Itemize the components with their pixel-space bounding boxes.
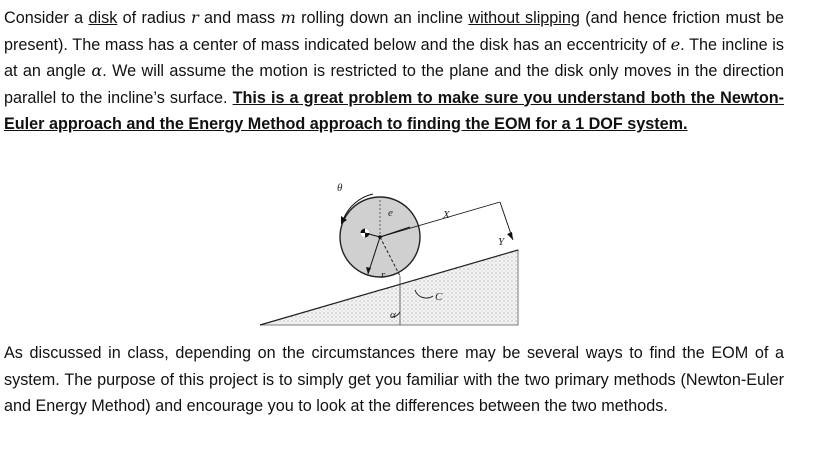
text-segment: . We will assume the motion is restricted to the plane and the disk only moves in the direction parallel to the incline’s surface. [4,62,784,107]
text-segment: Consider a [4,9,89,27]
text-segment: (and hence friction must be present). The mass has a center of mass indicated below and the disk has an eccentricity of [4,9,784,54]
e-label: e [388,207,393,219]
contact-label: C [435,291,443,303]
angle-symbol: α [91,61,103,80]
text-segment: of radius [117,9,191,27]
eccentricity-symbol: e [670,34,681,54]
without-slipping-term: without slipping [468,9,580,27]
text-segment: and mass [198,9,281,27]
disk-incline-figure [255,172,525,332]
y-axis-label: Y [498,236,505,248]
alpha-label: α [390,309,396,321]
x-axis-label: X [443,209,450,221]
problem-statement [4,5,784,138]
text-segment: rolling down an incline [295,9,469,27]
disk-incline-diagram [255,172,525,332]
emphasis-statement: This is a great problem to make sure you understand both the Newton-Euler approach and the Energy Method approach to finding the EOM for a 1 DOF system. [4,88,784,133]
disk-term: disk [88,9,118,27]
theta-label: θ [337,182,343,194]
mass-symbol: m [280,8,296,27]
discussion-paragraph: As discussed in class, depending on the circumstances there may be several ways to find the EOM of a system. The purpose of this project is to simply get you familiar with the two primary methods (Newton-Euler and Energy Method) and encourage you to look at the differences between the two methods. [4,344,784,415]
radius-symbol: r [190,8,199,27]
text-segment: . The incline is at an angle [4,35,785,80]
y-axis-arrowhead [507,232,513,240]
r-label: r [381,269,386,281]
